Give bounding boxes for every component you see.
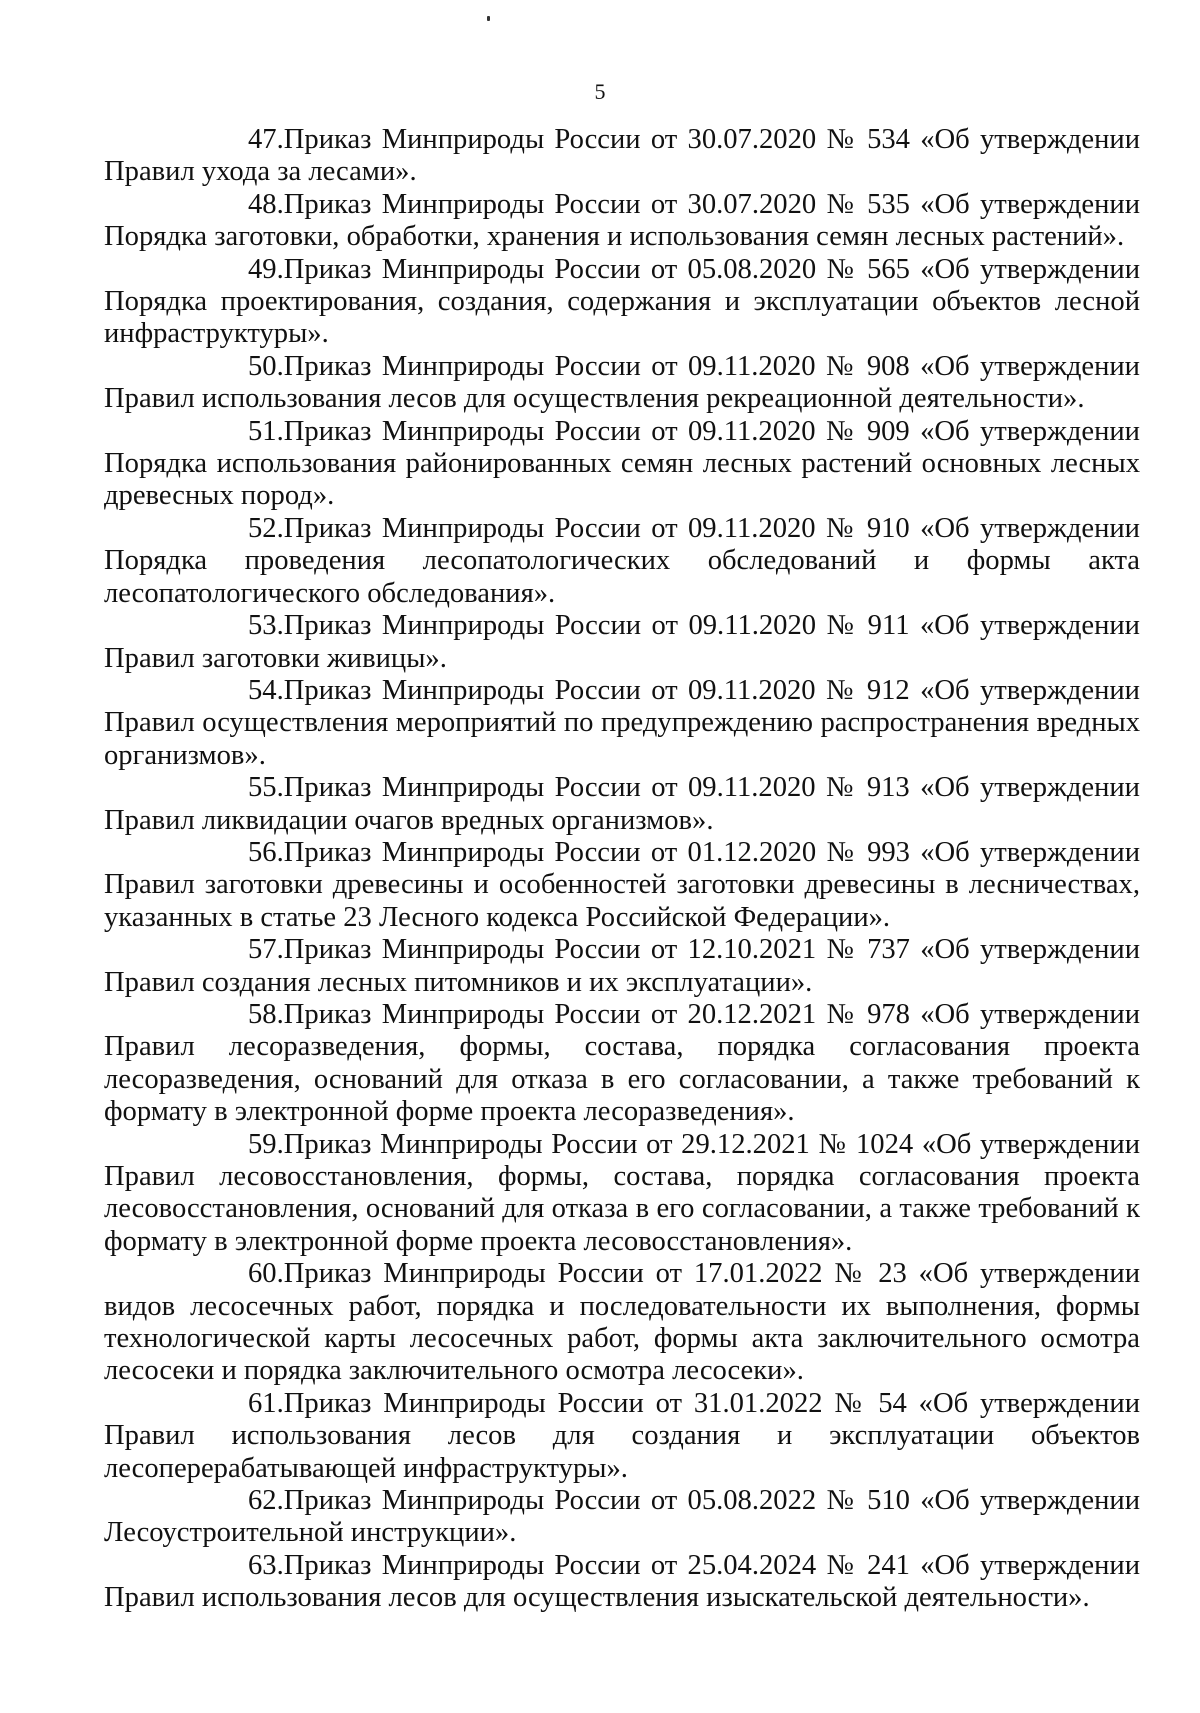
list-item [104, 1550, 1140, 1615]
list-item [104, 1258, 1140, 1388]
list-item [104, 513, 1140, 610]
item-text: Приказ Минприроды России от 09.11.2020 № 909 «Об утверждении Порядка использования районированных семян лесных растений основных лесных древесных пород». [104, 415, 1140, 512]
item-number: 52. [248, 512, 284, 544]
list-item [104, 1129, 1140, 1259]
list-item [104, 254, 1140, 351]
list-item [104, 124, 1140, 189]
order-list [104, 124, 1140, 1615]
scan-speck [487, 16, 490, 21]
item-number: 60. [248, 1258, 284, 1290]
item-text: Приказ Минприроды России от 09.11.2020 № 913 «Об утверждении Правил ликвидации очагов вредных организмов». [104, 772, 1140, 836]
item-text: Приказ Минприроды России от 30.07.2020 № 535 «Об утверждении Порядка заготовки, обработки, хранения и использования семян лесных растений». [104, 188, 1140, 253]
item-text: Приказ Минприроды России от 09.11.2020 № 910 «Об утверждении Порядка проведения лесопатологических обследований и формы акта лесопатологического обследования». [104, 512, 1140, 609]
list-item [104, 772, 1140, 837]
item-number: 56. [248, 836, 284, 868]
list-item [104, 934, 1140, 999]
item-text: Приказ Минприроды России от 09.11.2020 № 911 «Об утверждении Правил заготовки живицы». [104, 610, 1140, 674]
item-number: 62. [248, 1485, 284, 1517]
list-item [104, 675, 1140, 772]
list-item [104, 837, 1140, 934]
item-text: Приказ Минприроды России от 09.11.2020 № 908 «Об утверждении Правил использования лесов для осуществления рекреационной деятельности». [104, 350, 1140, 415]
item-number: 59. [248, 1128, 284, 1160]
list-item [104, 1485, 1140, 1550]
item-text: Приказ Минприроды России от 29.12.2021 № 1024 «Об утверждении Правил лесовосстановления, формы, состава, порядка согласования проекта лесовосстановления, оснований для отказа в его согласовании, а также требований к формату в электронной форме проекта лесовосстановления». [104, 1128, 1140, 1257]
item-number: 57. [248, 934, 284, 966]
item-number: 48. [248, 188, 284, 220]
list-item [104, 1388, 1140, 1485]
item-text: Приказ Минприроды России от 17.01.2022 № 23 «Об утверждении видов лесосечных работ, порядка и последовательности их выполнения, формы технологической карты лесосечных работ, формы акта заключительного осмотра лесосеки и порядка заключительного осмотра лесосеки». [104, 1258, 1140, 1387]
list-item [104, 416, 1140, 513]
item-text: Приказ Минприроды России от 25.04.2024 № 241 «Об утверждении Правил использования лесов для осуществления изыскательской деятельности». [104, 1549, 1140, 1614]
item-number: 54. [248, 674, 284, 706]
item-text: Приказ Минприроды России от 30.07.2020 № 534 «Об утверждении Правил ухода за лесами». [104, 124, 1140, 188]
page-number: 5 [594, 79, 606, 104]
item-number: 58. [248, 998, 284, 1030]
item-number: 47. [248, 124, 284, 155]
item-number: 49. [248, 253, 284, 285]
item-number: 53. [248, 610, 284, 642]
list-item [104, 999, 1140, 1129]
item-text: Приказ Минприроды России от 01.12.2020 № 993 «Об утверждении Правил заготовки древесины и особенностей заготовки древесины в лесничествах, указанных в статье 23 Лесного кодекса Российской Федерации». [104, 836, 1140, 933]
item-number: 50. [248, 350, 284, 382]
list-item [104, 189, 1140, 254]
item-text: Приказ Минприроды России от 20.12.2021 № 978 «Об утверждении Правил лесоразведения, формы, состава, порядка согласования проекта лесоразведения, оснований для отказа в его согласовании, а также требований к формату в электронной форме проекта лесоразведения». [104, 998, 1140, 1128]
item-text: Приказ Минприроды России от 09.11.2020 № 912 «Об утверждении Правил осуществления мероприятий по предупреждению распространения вредных организмов». [104, 674, 1140, 771]
item-number: 63. [248, 1549, 284, 1581]
item-number: 61. [248, 1387, 284, 1419]
list-item [104, 351, 1140, 416]
list-item [104, 610, 1140, 675]
item-number: 55. [248, 772, 284, 804]
item-text: Приказ Минприроды России от 05.08.2022 № 510 «Об утверждении Лесоустроительной инструкции». [104, 1485, 1140, 1549]
item-number: 51. [248, 415, 284, 447]
item-text: Приказ Минприроды России от 12.10.2021 № 737 «Об утверждении Правил создания лесных питомников и их эксплуатации». [104, 934, 1140, 998]
item-text: Приказ Минприроды России от 05.08.2020 № 565 «Об утверждении Порядка проектирования, создания, содержания и эксплуатации объектов лесной инфраструктуры». [104, 253, 1140, 350]
item-text: Приказ Минприроды России от 31.01.2022 № 54 «Об утверждении Правил использования лесов для создания и эксплуатации объектов лесоперерабатывающей инфраструктуры». [104, 1387, 1140, 1484]
